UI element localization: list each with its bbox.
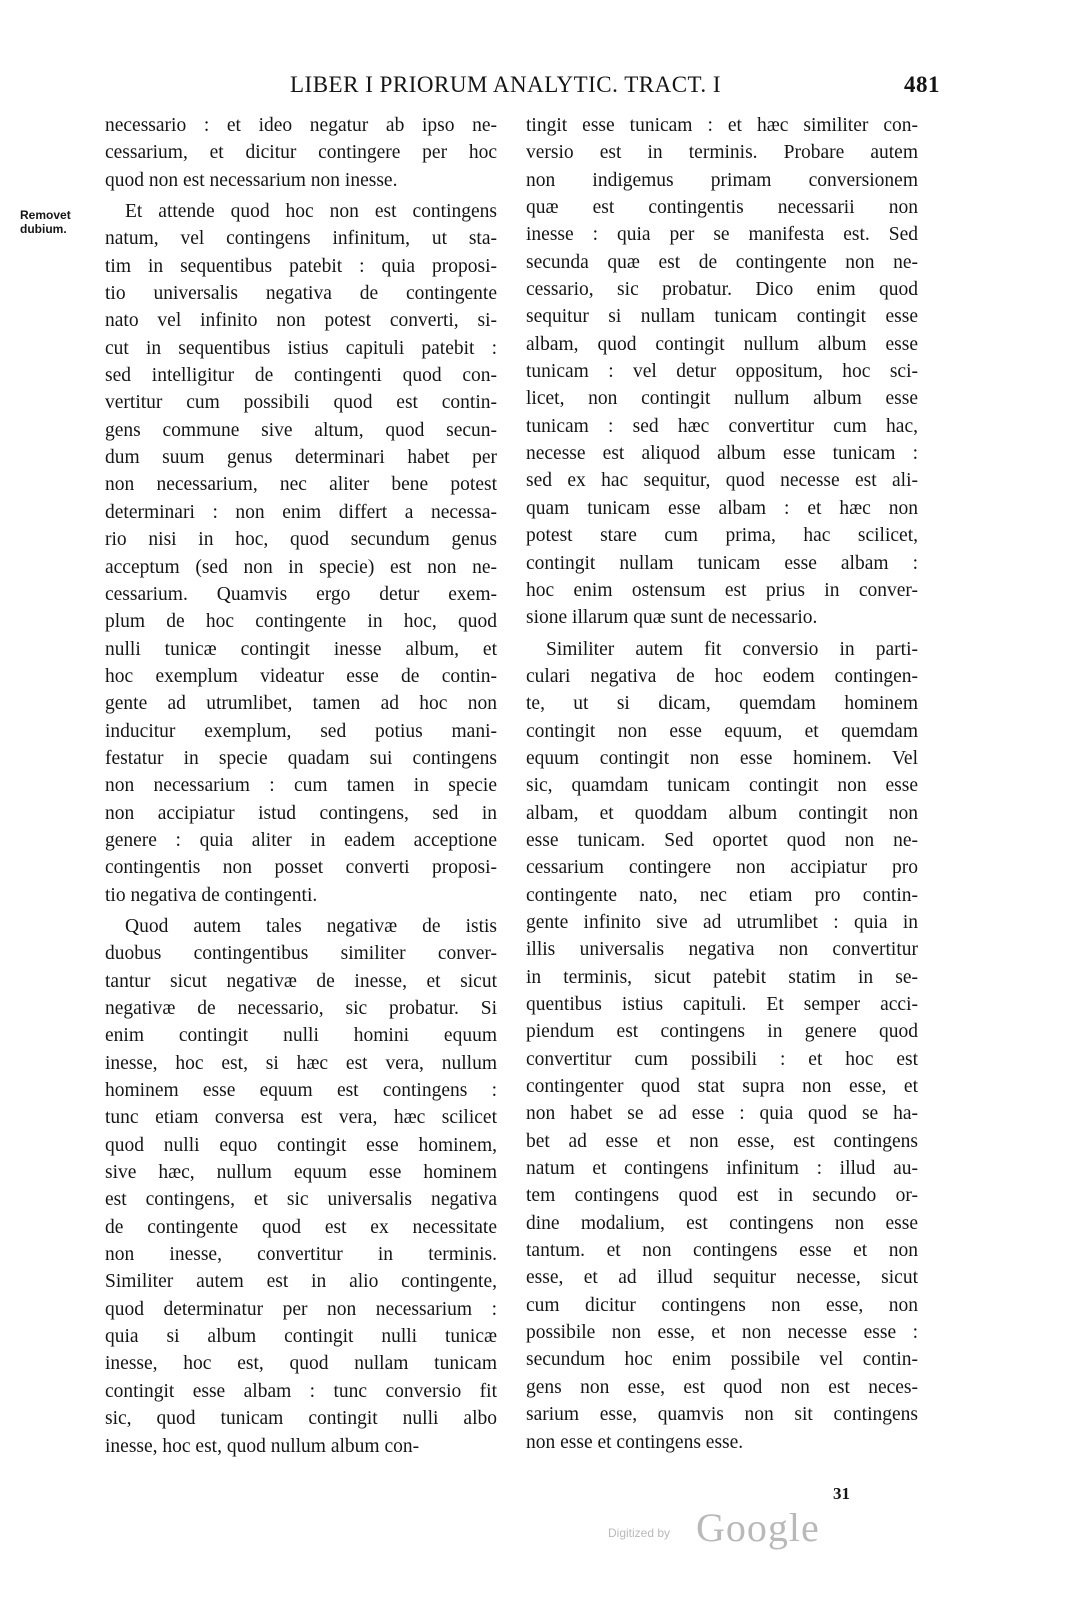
text-line: te, ut si dicam, quemdam hominem [526,693,918,715]
text-line: sic, quamdam tunicam contingit non esse [526,775,918,797]
text-line: tio negativa de contingenti. [105,884,318,906]
running-header [290,72,940,106]
paragraph [526,112,918,632]
text-line: potest stare cum prima, hac scilicet, [526,525,918,547]
paragraph [526,636,918,1456]
text-line: tunc etiam conversa est vera, hæc scilicet [105,1107,497,1129]
text-line: contingenter quod stat supra non esse, et [526,1076,918,1098]
text-line: contingentis non posset converti proposi- [105,857,497,879]
text-line: cessario, sic probatur. Dico enim quod [526,279,918,301]
text-line: plum de hoc contingente in hoc, quod [105,611,497,633]
margin-note-line: dubium. [20,222,67,236]
margin-note-line: Removet [20,208,71,222]
text-line: nato vel infinito non potest converti, si- [105,310,497,332]
running-title: LIBER I PRIORUM ANALYTIC. TRACT. I [290,72,722,97]
text-line: piendum est contingens in genere quod [526,1021,918,1043]
paragraph [105,198,497,909]
text-line: convertitur cum possibili : et hoc est [526,1048,918,1070]
text-line: natum, vel contingens infinitum, ut sta- [105,228,497,250]
text-line: quæ est contingentis necessarii non [526,197,918,219]
text-line: hominem esse equum est contingens : [105,1080,497,1102]
text-line: albam, quod contingit nullum album esse [526,333,918,355]
text-line: cut in sequentibus istius capituli patebit : [105,337,497,359]
text-line: dine modalium, est contingens non esse [526,1212,918,1234]
text-line: quod determinatur per non necessarium : [105,1298,497,1320]
text-line: sive hæc, nullum equum esse hominem [105,1162,497,1184]
text-line: bet ad esse et non esse, est contingens [526,1130,918,1152]
text-line: gens commune sive altum, quod secun- [105,419,497,441]
text-line: contingit non esse equum, et quemdam [526,720,918,742]
text-line: tantur sicut negativæ de inesse, et sicut [105,970,497,992]
text-line: gente infinito sive ad utrumlibet : quia in [526,911,918,933]
text-line: gente ad utrumlibet, tamen ad hoc non [105,693,497,715]
text-line: non accipiatur istud contingens, sed in [105,802,497,824]
text-line: Similiter autem est in alio contingente, [105,1271,497,1293]
text-line: negativæ de necessario, sic probatur. Si [105,998,497,1019]
text-line: sed intelligitur de contingenti quod con- [105,365,497,387]
paragraph [105,913,497,1460]
text-line: hoc enim ostensum est prius in conver- [526,579,918,601]
text-line: hoc exemplum videatur esse de contin- [105,665,497,687]
text-line: quod nulli equo contingit esse hominem, [105,1134,497,1156]
text-line: tem contingens quod est in secundo or- [526,1185,918,1207]
text-line: non necessarium : cum tamen in specie [105,775,497,797]
text-line: acceptum (sed non in specie) est non ne- [105,556,497,578]
text-line: in terminis, sicut patebit statim in se- [526,966,918,988]
text-line: versio est in terminis. Probare autem [526,142,918,164]
signature-mark: 31 [833,1484,850,1503]
text-line: inesse : quia per se manifesta est. Sed [526,224,918,246]
text-line: sed ex hac sequitur, quod necesse est ali- [526,470,918,492]
text-line: culari negativa de hoc eodem contingen- [526,665,918,687]
margin-note [20,208,100,236]
text-line: cessarium, et dicitur contingere per hoc [105,142,497,164]
text-line: esse, et ad illud sequitur necesse, sicut [526,1267,918,1289]
text-line: determinari : non enim differt a necessa- [105,501,497,523]
right-text-column [526,112,918,1456]
google-logo: Google [696,1505,820,1550]
text-line: contingit nullam tunicam esse albam : [526,552,918,574]
text-line: non habet se ad esse : quia quod se ha- [526,1103,918,1125]
text-line: genere : quia aliter in eadem acceptione [105,829,497,851]
text-line: quod non est necessarium non inesse. [105,169,398,191]
text-line: sequitur si nullam tunicam contingit esse [526,306,918,328]
text-line: possibile non esse, et non necesse esse : [526,1322,918,1344]
text-line: quam tunicam esse albam : et hæc non [526,497,918,519]
left-text-column [105,112,497,1460]
text-line: enim contingit nulli homini equum [105,1025,497,1047]
text-line: duobus contingentibus similiter conver- [105,943,497,965]
text-line: cum dicitur contingens non esse, non [526,1294,918,1316]
text-line: nulli tunicæ contingit inesse album, et [105,638,497,660]
text-line: quentibus istius capituli. Et semper acci- [526,994,918,1015]
text-line: non indigemus primam conversionem [526,169,918,191]
text-line: Similiter autem fit conversio in parti- [546,638,918,660]
paragraph [105,112,497,194]
text-line: illis universalis negativa non convertitur [526,939,918,961]
text-line: equum contingit non esse hominem. Vel [526,747,918,769]
text-line: quia si album contingit nulli tunicæ [105,1326,497,1348]
text-line: esse tunicam. Sed oportet quod non ne- [526,829,918,851]
text-line: necessario : et ideo negatur ab ipso ne- [105,115,497,136]
text-line: inesse, hoc est, quod nullum album con- [105,1435,420,1457]
watermark-small-text: Digitized by [608,1526,671,1540]
text-line: Quod autem tales negativæ de istis [125,915,497,937]
text-line: est contingens, et sic universalis negativa [105,1189,497,1211]
text-line: non inesse, convertitur in terminis. [105,1244,497,1266]
page-number: 481 [904,72,940,97]
text-line: cessarium contingere non accipiatur pro [526,857,918,879]
text-line: cessarium. Quamvis ergo detur exem- [105,583,497,605]
text-line: sarium esse, quamvis non sit contingens [526,1404,918,1426]
text-line: sic, quod tunicam contingit nulli albo [105,1408,497,1430]
digitized-watermark [608,1504,838,1554]
text-line: dum suum genus determinari habet per [105,447,497,469]
text-line: tingit esse tunicam : et hæc similiter con- [526,115,918,136]
text-line: tunicam : vel detur oppositum, hoc sci- [526,361,918,383]
text-line: vertitur cum possibili quod est contin- [105,392,497,414]
text-line: secundum hoc enim possibile vel contin- [526,1349,918,1371]
text-line: de contingente quod est ex necessitate [105,1216,497,1238]
text-line: secunda quæ est de contingente non ne- [526,251,918,273]
text-line: albam, et quoddam album contingit non [526,802,918,824]
text-line: inducitur exemplum, sed potius mani- [105,720,497,742]
text-line: Et attende quod hoc non est contingens [125,201,497,223]
text-line: non necessarium, nec aliter bene potest [105,474,497,496]
text-line: contingente nato, nec etiam pro contin- [526,884,918,906]
text-line: tio universalis negativa de contingente [105,283,497,305]
text-line: sione illarum quæ sunt de necessario. [526,607,818,629]
text-line: contingit esse albam : tunc conversio fit [105,1380,497,1402]
text-line: natum et contingens infinitum : illud au- [526,1158,918,1180]
text-line: rio nisi in hoc, quod secundum genus [105,529,497,551]
text-line: tim in sequentibus patebit : quia proposi- [105,255,497,277]
text-line: licet, non contingit nullum album esse [526,388,918,410]
text-line: non esse et contingens esse. [526,1431,744,1453]
text-line: tunicam : sed hæc convertitur cum hac, [526,415,918,437]
text-line: inesse, hoc est, si hæc est vera, nullum [105,1052,497,1074]
text-line: tantum. et non contingens esse et non [526,1240,918,1262]
text-line: gens non esse, est quod non est neces- [526,1376,918,1398]
text-line: necesse est aliquod album esse tunicam : [526,443,918,465]
text-line: inesse, hoc est, quod nullam tunicam [105,1353,497,1375]
text-line: festatur in specie quadam sui contingens [105,747,497,769]
